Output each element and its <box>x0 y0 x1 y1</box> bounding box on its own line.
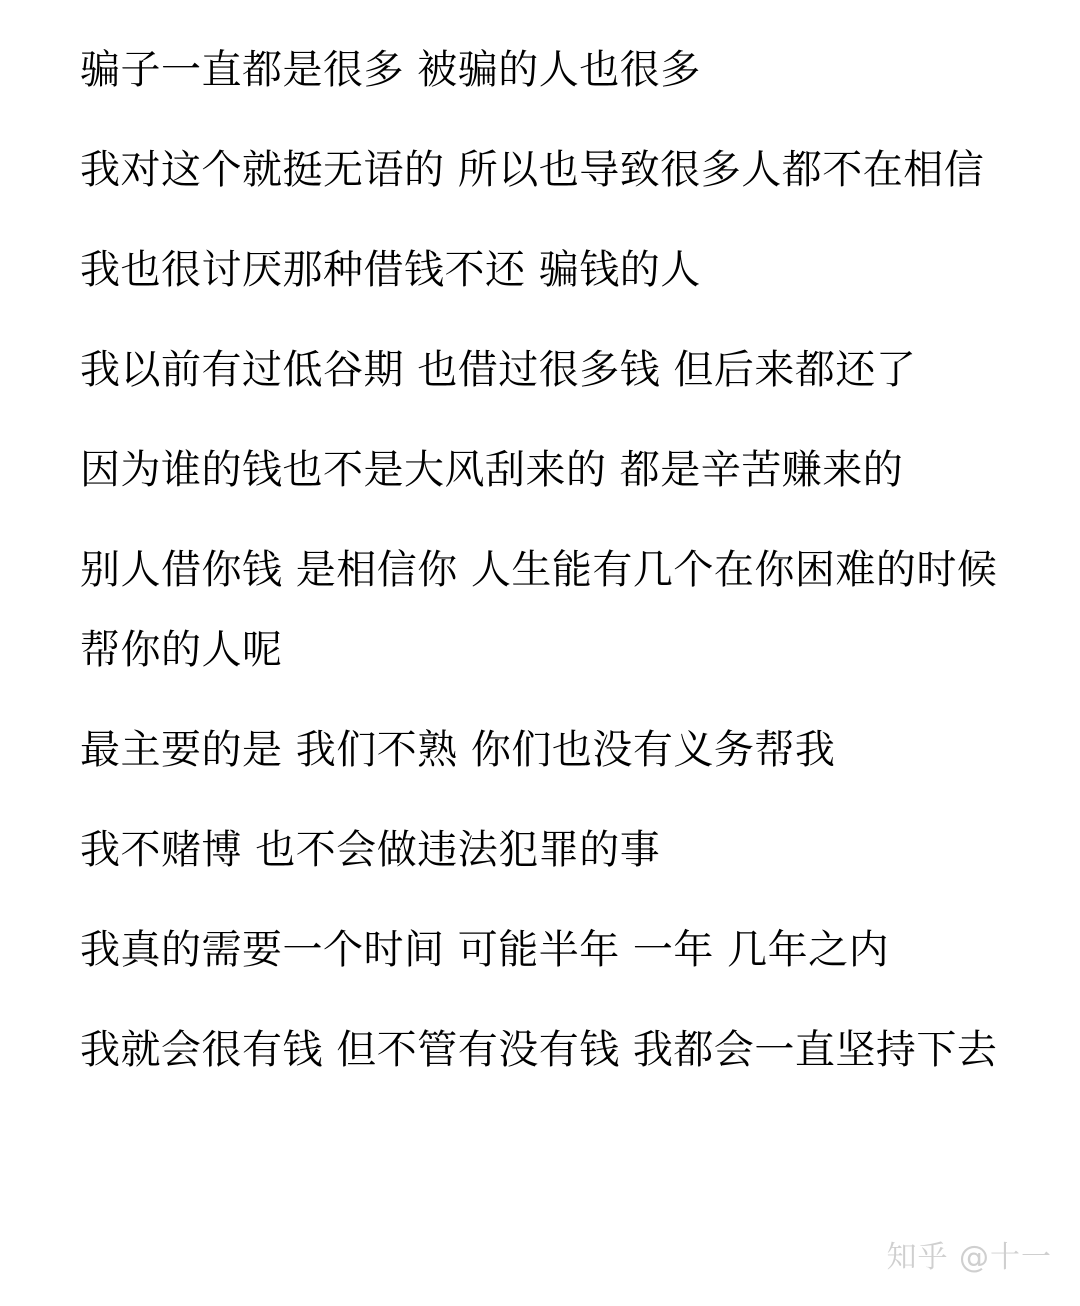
paragraph-2: 我对这个就挺无语的 所以也导致很多人都不在相信 <box>80 147 985 193</box>
paragraph-10: 我就会很有钱 但不管有没有钱 我都会一直坚持下去 <box>80 1027 998 1073</box>
paragraph-7: 最主要的是 我们不熟 你们也没有义务帮我 <box>80 727 836 773</box>
paragraph-5: 因为谁的钱也不是大风刮来的 都是辛苦赚来的 <box>80 447 904 493</box>
paragraph-4: 我以前有过低谷期 也借过很多钱 但后来都还了 <box>80 347 917 393</box>
paragraph-8: 我不赌博 也不会做违法犯罪的事 <box>80 827 661 873</box>
paragraph-6: 别人借你钱 是相信你 人生能有几个在你困难的时候 帮你的人呢 <box>80 547 998 673</box>
zhihu-watermark: 知乎 @十一 <box>886 1240 1052 1275</box>
paragraph-1: 骗子一直都是很多 被骗的人也很多 <box>80 47 701 93</box>
paragraph-9: 我真的需要一个时间 可能半年 一年 几年之内 <box>80 927 890 973</box>
paragraph-3: 我也很讨厌那种借钱不还 骗钱的人 <box>80 247 701 293</box>
text-body <box>80 30 1040 1110</box>
